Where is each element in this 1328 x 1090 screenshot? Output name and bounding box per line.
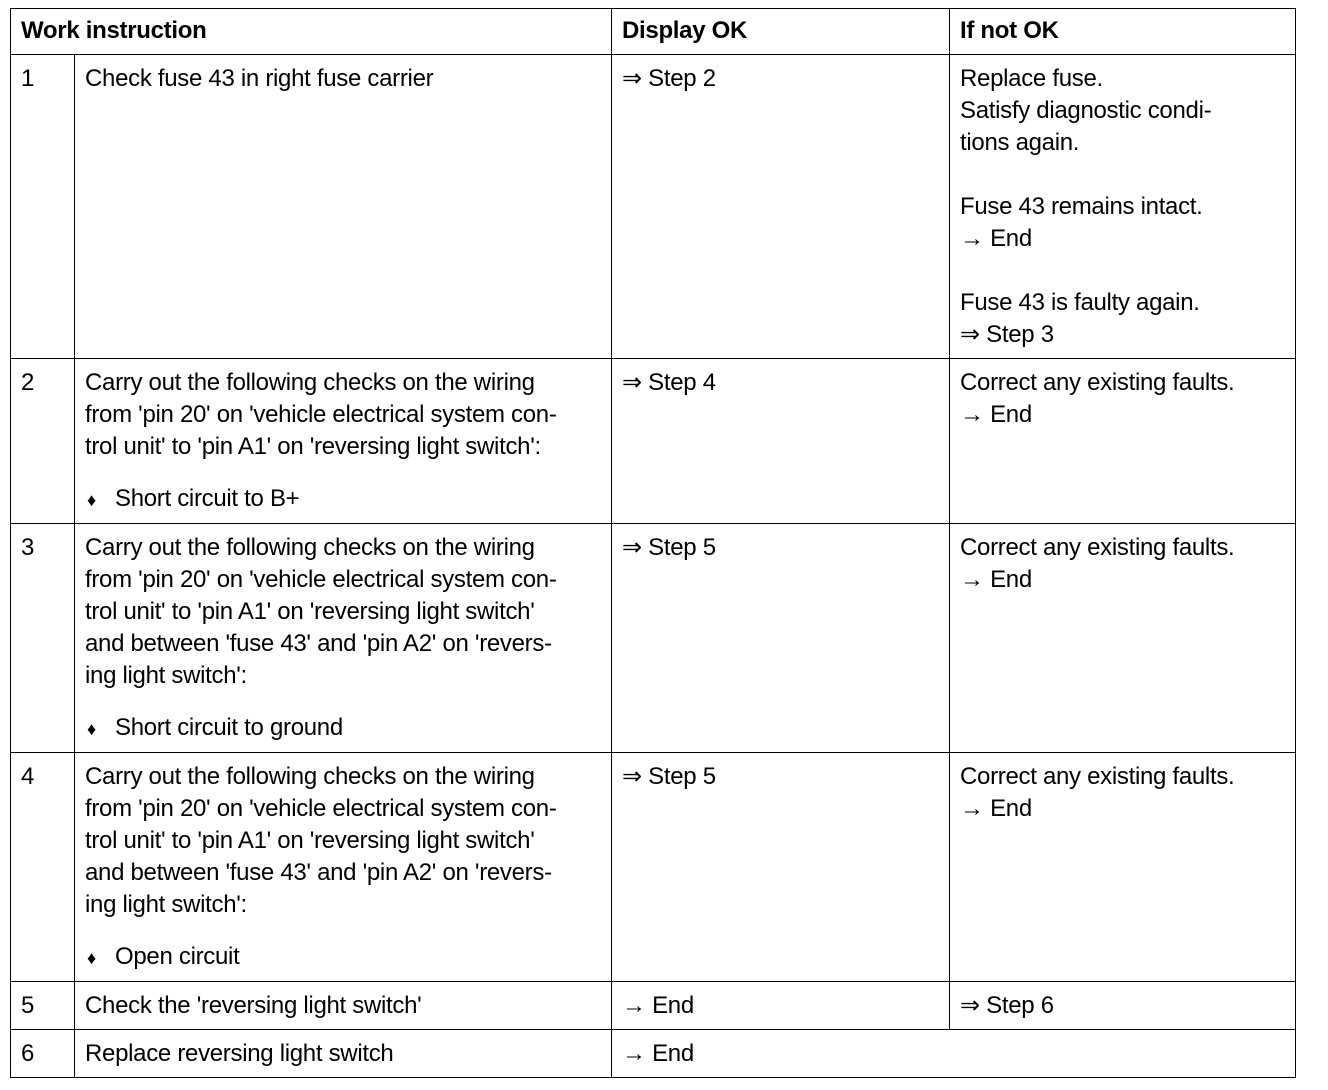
if-not-ok-cell [950,359,1296,524]
if-not-ok-line: Correct any existing faults. [960,534,1235,561]
work-instruction-table [10,8,1296,1078]
if-not-ok-line: Replace fuse. [960,65,1103,92]
display-ok-cell: ⇒ Step 2 [612,55,950,359]
if-not-ok-cell: ⇒ Step 6 [950,982,1296,1030]
instruction-cell [75,524,612,753]
if-not-ok-line: Correct any existing faults. [960,369,1235,396]
table-row [11,753,1296,982]
display-ok-cell: → End [612,982,950,1030]
instruction-line: and between 'fuse 43' and 'pin A2' on 'revers- [85,859,552,886]
instruction-line: Carry out the following checks on the wiring [85,763,535,790]
instruction-line: Replace reversing light switch [85,1040,394,1067]
instruction-line: from 'pin 20' on 'vehicle electrical system con- [85,795,557,822]
instruction-line: trol unit' to 'pin A1' on 'reversing light switch' [85,827,535,854]
bullet-icon: ♦ [87,719,96,739]
instruction-line: Carry out the following checks on the wiring [85,534,535,561]
if-not-ok-cell [950,524,1296,753]
if-not-ok-line: ⇒ Step 3 [960,321,1054,348]
instruction-line: Check fuse 43 in right fuse carrier [85,65,434,92]
bullet-item [85,941,601,974]
step-number: 2 [11,359,75,524]
if-not-ok-cell [950,55,1296,359]
if-not-ok-line: Fuse 43 remains intact. [960,193,1203,220]
if-not-ok-line: tions again. [960,129,1080,156]
if-not-ok-line: → End [960,401,1032,428]
table-header-row [11,9,1296,55]
bullet-text: Open circuit [115,943,240,970]
if-not-ok-cell [950,753,1296,982]
if-not-ok-line: Satisfy diagnostic condi- [960,97,1212,124]
if-not-ok-line: Fuse 43 is faulty again. [960,289,1200,316]
table-row [11,359,1296,524]
step-number: 6 [11,1030,75,1078]
display-ok-cell: ⇒ Step 4 [612,359,950,524]
if-not-ok-line: → End [960,225,1032,252]
if-not-ok-line: → End [960,795,1032,822]
display-ok-cell: ⇒ Step 5 [612,753,950,982]
bullet-icon: ♦ [87,490,96,510]
step-number: 4 [11,753,75,982]
step-number: 3 [11,524,75,753]
if-not-ok-line: → End [960,566,1032,593]
if-not-ok-line: Correct any existing faults. [960,763,1235,790]
display-ok-cell: ⇒ Step 5 [612,524,950,753]
instruction-line: ing light switch': [85,662,247,689]
instruction-line: ing light switch': [85,891,247,918]
table-row [11,55,1296,359]
bullet-item [85,712,601,745]
table-row [11,982,1296,1030]
instruction-line: Carry out the following checks on the wiring [85,369,535,396]
spacer [960,255,1285,287]
header-work-instruction: Work instruction [11,9,612,55]
table-row [11,524,1296,753]
instruction-cell [75,359,612,524]
instruction-cell [75,753,612,982]
display-ok-cell: → End [612,1030,1296,1078]
bullet-item [85,483,601,516]
instruction-cell [75,982,612,1030]
instruction-line: trol unit' to 'pin A1' on 'reversing light switch': [85,433,541,460]
header-if-not-ok: If not OK [950,9,1296,55]
bullet-text: Short circuit to B+ [115,485,300,512]
spacer [960,159,1285,191]
header-display-ok: Display OK [612,9,950,55]
bullet-icon: ♦ [87,948,96,968]
instruction-cell [75,55,612,359]
step-number: 5 [11,982,75,1030]
instruction-line: Check the 'reversing light switch' [85,992,422,1019]
step-number: 1 [11,55,75,359]
table-row [11,1030,1296,1078]
instruction-line: from 'pin 20' on 'vehicle electrical system con- [85,566,557,593]
instruction-line: and between 'fuse 43' and 'pin A2' on 'revers- [85,630,552,657]
instruction-line: trol unit' to 'pin A1' on 'reversing light switch' [85,598,535,625]
instruction-line: from 'pin 20' on 'vehicle electrical system con- [85,401,557,428]
bullet-text: Short circuit to ground [115,714,343,741]
instruction-cell [75,1030,612,1078]
